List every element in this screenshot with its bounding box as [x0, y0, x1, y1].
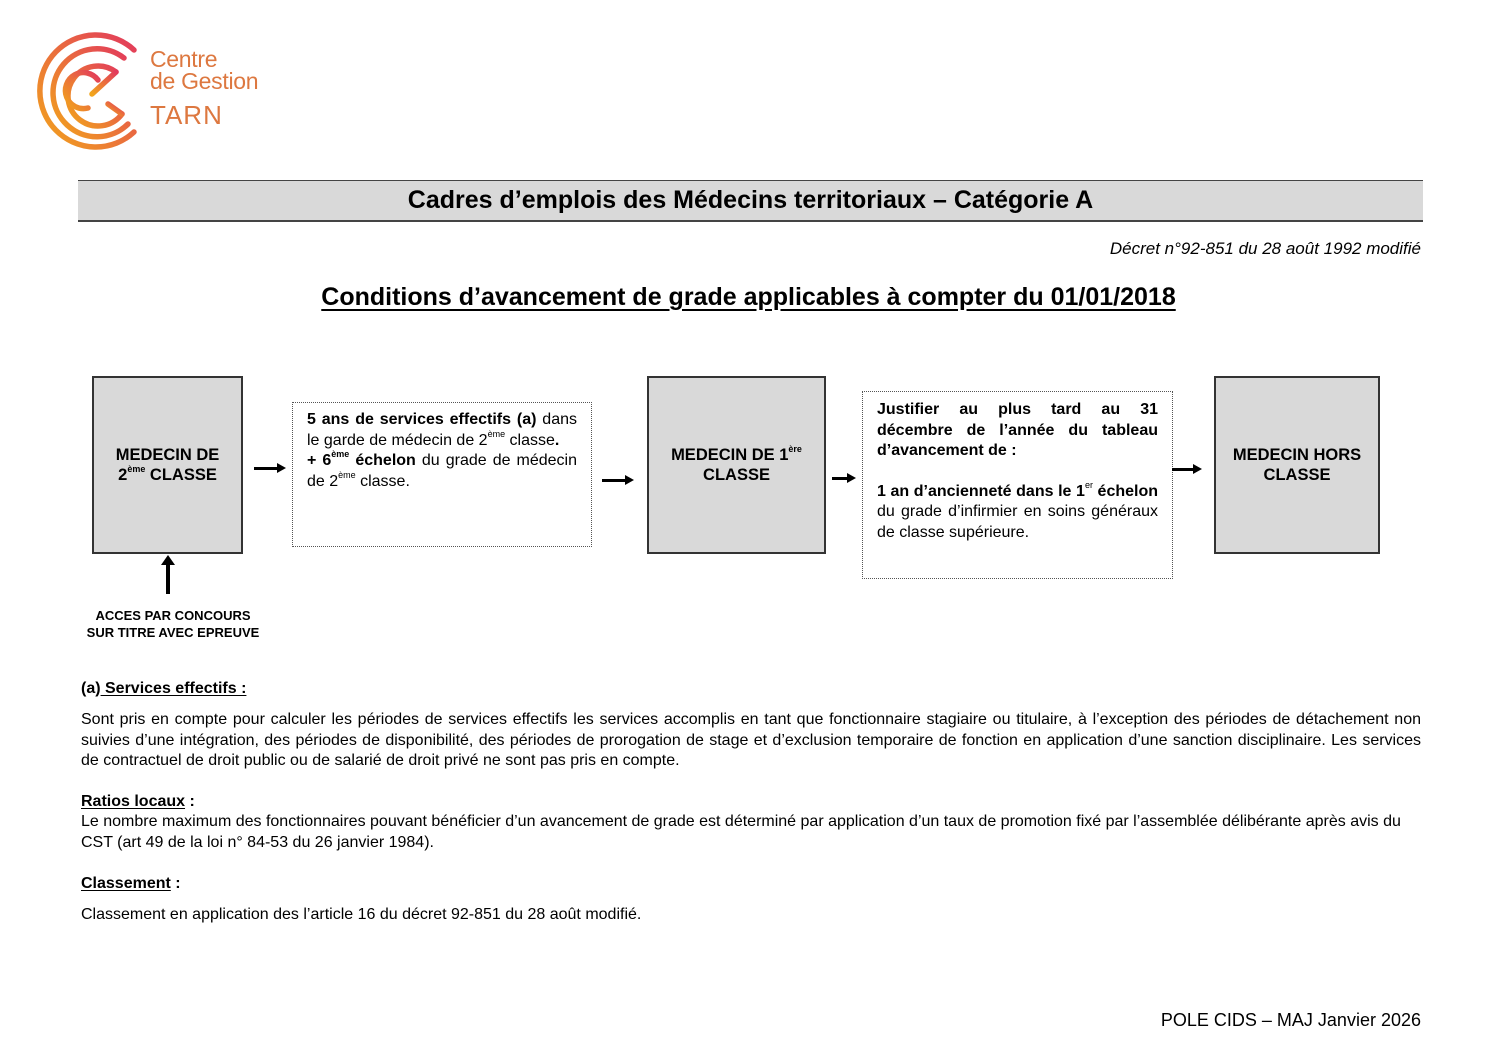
condition-bold: échelon: [349, 452, 416, 469]
condition-text: dans le garde de médecin de 2: [307, 411, 577, 449]
section-subtitle: Conditions d’avancement de grade applicables à compter du 01/01/2018: [321, 283, 1176, 311]
logo-text: Centre de Gestion TARN: [150, 46, 259, 130]
access-line: SUR TITRE AVEC EPREUVE: [86, 625, 260, 640]
access-label: [60, 607, 286, 641]
condition-text: du grade d’infirmier en soins généraux de classe supérieure.: [877, 503, 1158, 541]
note-heading-text: Classement: [81, 875, 171, 892]
grade-label: CLASSE: [703, 466, 770, 484]
arrow-right-icon: [602, 479, 626, 482]
ordinal-suffix: ème: [127, 464, 146, 474]
condition-text: du grade de médecin de 2: [307, 452, 578, 490]
note-heading-classement: [81, 874, 1421, 895]
decree-reference: Décret n°92-851 du 28 août 1992 modifié: [1109, 239, 1421, 258]
arrow-up-icon: [166, 564, 170, 594]
note-heading-services: [81, 679, 1421, 700]
condition-bold: .: [554, 431, 560, 449]
note-heading-text: Services effectifs :: [100, 680, 247, 697]
grade-number: 2: [118, 466, 128, 484]
condition-text: classe: [505, 431, 555, 449]
condition-bold: échelon: [1092, 482, 1159, 500]
ordinal-suffix: ème: [331, 449, 350, 459]
logo-c-mark-icon: [36, 28, 146, 152]
condition-bold: 1 an d’ancienneté dans le 1: [877, 482, 1085, 500]
arrow-right-icon: [1172, 468, 1194, 471]
page-title: Cadres d’emplois des Médecins territoriaux – Catégorie A: [407, 186, 1094, 214]
note-paragraph: Classement en application des l’article 16 du décret 92-851 du 28 août modifié.: [81, 906, 642, 923]
condition-bold: + 6: [307, 452, 332, 469]
note-paragraph: Le nombre maximum des fonctionnaires pouvant bénéficier d’un avancement de grade est déterminé par application d’un taux de promotion fixé par l’assemblée délibérante après avis du CST (art 49 de la loi n° 84-53 du 26 janvier 1984).: [81, 813, 1401, 851]
grade-label: MEDECIN DE: [115, 446, 220, 464]
arrow-right-icon: [254, 467, 278, 470]
title-band: [78, 180, 1423, 222]
grade-box-medecin-hors-classe: [1214, 376, 1380, 554]
ordinal-suffix: ème: [487, 428, 506, 439]
note-body-ratios: [81, 812, 1421, 853]
ordinal-suffix: ère: [788, 444, 802, 454]
centre-de-gestion-logo: [36, 28, 284, 152]
footer-text: POLE CIDS – MAJ Janvier 2026: [1160, 1010, 1421, 1030]
note-suffix: :: [185, 793, 195, 810]
grade-label: MEDECIN DE 1: [671, 446, 789, 464]
condition-box-2: [862, 391, 1173, 579]
grade-label: CLASSE: [145, 466, 217, 484]
note-body-classement: [81, 905, 1421, 926]
ordinal-suffix: ème: [338, 469, 356, 480]
access-line: ACCES PAR CONCOURS: [95, 608, 251, 623]
note-heading-ratios: [81, 792, 1421, 813]
note-prefix: (a): [81, 680, 101, 697]
note-suffix: :: [170, 875, 181, 892]
grade-box-medecin-1ere-classe: [647, 376, 826, 554]
note-paragraph: Sont pris en compte pour calculer les périodes de services effectifs les services accomplis en tant que fonctionnaire stagiaire ou titulaire, à l’exception des périodes de détachement non suivies d’une intégration, des périodes de disponibilité, des périodes de prorogation de stage et d’exclusion temporaire de fonction en application d’une sanction disciplinaire. Les services de contractuel de droit public ou de salarié de droit privé ne sont pas pris en compte.: [81, 711, 1421, 769]
grade-label: CLASSE: [1263, 466, 1331, 484]
grade-box-medecin-2eme-classe: [92, 376, 243, 554]
condition-text: classe.: [355, 472, 410, 490]
note-body-services: [81, 710, 1421, 772]
note-heading-text: Ratios locaux: [81, 793, 186, 810]
condition-bold: 5 ans de services effectifs (a): [307, 411, 537, 428]
grade-label: MEDECIN HORS: [1232, 446, 1362, 464]
condition-bold: Justifier au plus tard au 31 décembre de l’année du tableau d’avancement de :: [877, 401, 1158, 459]
arrow-right-icon: [832, 477, 848, 480]
ordinal-suffix: er: [1084, 479, 1093, 490]
condition-box-1: [292, 402, 592, 547]
